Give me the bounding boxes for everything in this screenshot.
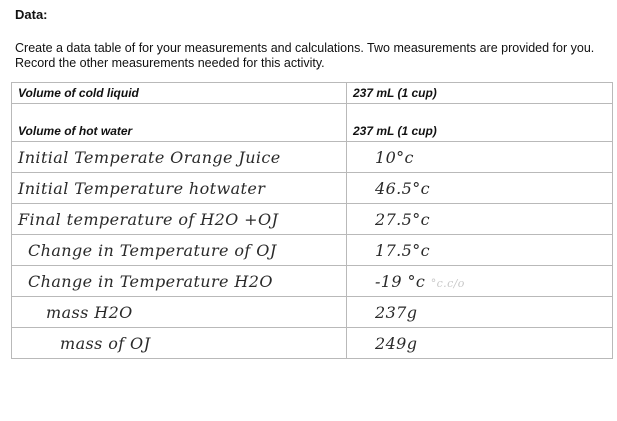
table-row <box>12 235 613 266</box>
row-value-mass-oj: 249g <box>347 328 613 359</box>
row-label-mass-h2o: mass H2O <box>12 297 347 328</box>
row-value-volume-hot-water: 237 mL (1 cup) <box>347 104 613 142</box>
row-label-change-temp-oj: Change in Temperature of OJ <box>12 235 347 266</box>
row-label-mass-oj: mass of OJ <box>12 328 347 359</box>
table-row <box>12 142 613 173</box>
table-row <box>12 104 613 142</box>
instructions-text: Create a data table of for your measurements and calculations. Two measurements are provided for you. Record the other measurements needed for this activity. <box>15 41 595 70</box>
faint-erased-mark: °c.c/o <box>430 276 465 290</box>
row-label-volume-cold-liquid: Volume of cold liquid <box>12 83 347 104</box>
row-label-initial-temp-hot-water: Initial Temperature hotwater <box>12 173 347 204</box>
row-value-change-temp-oj: 17.5°c <box>347 235 613 266</box>
row-value-volume-cold-liquid: 237 mL (1 cup) <box>347 83 613 104</box>
row-value-initial-temp-hot-water: 46.5°c <box>347 173 613 204</box>
row-value-change-temp-h2o <box>347 266 613 297</box>
data-heading: Data: <box>15 7 48 22</box>
row-label-final-temp: Final temperature of H2O +OJ <box>12 204 347 235</box>
row-label-initial-temp-oj: Initial Temperate Orange Juice <box>12 142 347 173</box>
data-table <box>11 82 613 359</box>
change-temp-h2o-value: -19 °c <box>375 271 426 291</box>
table-row <box>12 328 613 359</box>
table-row <box>12 173 613 204</box>
table-row <box>12 204 613 235</box>
table-row <box>12 266 613 297</box>
table-row <box>12 83 613 104</box>
table-row <box>12 297 613 328</box>
row-value-initial-temp-oj: 10°c <box>347 142 613 173</box>
row-value-mass-h2o: 237g <box>347 297 613 328</box>
row-label-volume-hot-water: Volume of hot water <box>12 104 347 142</box>
row-value-final-temp: 27.5°c <box>347 204 613 235</box>
row-label-change-temp-h2o: Change in Temperature H2O <box>12 266 347 297</box>
